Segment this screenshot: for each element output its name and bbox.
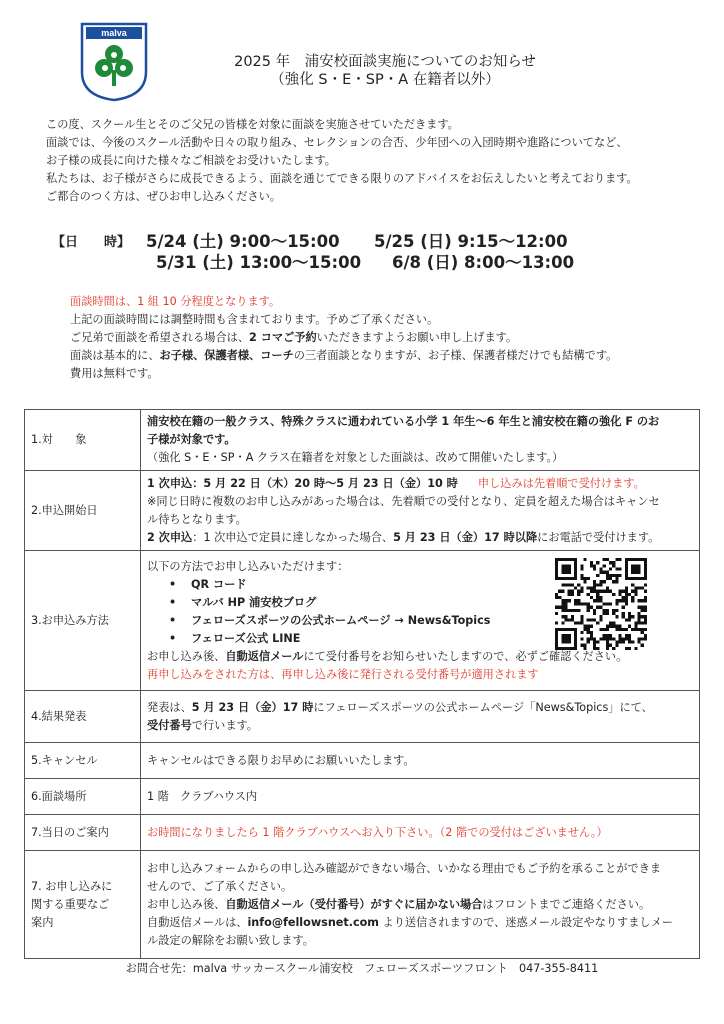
title-line-2: （強化 S・E・SP・A 在籍者以外） bbox=[270, 72, 500, 88]
notes bbox=[70, 293, 710, 383]
row-body-application-start: 1 次申込：5 月 22 日（木）20 時〜5 月 23 日（金）10 時 申し込みは先着順で受付けます。 ※同じ日時に複数のお申し込みがあった場合は、先着順での受付となり、定員を超えた場合はキャンセ ル待ちとなります。 2 次申込：1 次申込で定員に達しなかった場合、5 月 23 日（金）17 時以降にお電話で受付けます。 bbox=[141, 471, 700, 551]
row-head-day-guide: 7.当日のご案内 bbox=[25, 815, 141, 851]
schedule-label: 【日 時】 bbox=[52, 235, 131, 250]
contact-email[interactable]: info@fellowsnet.com bbox=[247, 915, 379, 929]
intro-line: この度、スクール生とそのご父兄の皆様を対象に面談を実施させていただきます。 bbox=[46, 118, 459, 131]
list-item: • フェローズ公式 LINE bbox=[191, 630, 693, 648]
row-body-target: 浦安校在籍の一般クラス、特殊クラスに通われている小学 1 年生〜6 年生と浦安校在籍の強化 F のお 子様が対象です。 （強化 S・E・SP・A クラス在籍者を対象とした面談は、改めて開催いたします。） bbox=[141, 410, 700, 471]
row-body-results: 発表は、5 月 23 日（金）17 時にフェローズスポーツの公式ホームページ「News&Topics」にて、 受付番号で行います。 bbox=[141, 691, 700, 743]
note-duration: 面談時間は、1 組 10 分程度となります。 bbox=[70, 295, 281, 308]
table-row bbox=[25, 815, 700, 851]
row-head-important: 7. お申し込みに 関する重要なご 案内 bbox=[25, 851, 141, 959]
row-head-results: 4.結果発表 bbox=[25, 691, 141, 743]
table-row bbox=[25, 551, 700, 691]
row-head-cancel: 5.キャンセル bbox=[25, 743, 141, 779]
page-title bbox=[150, 53, 620, 89]
title-line-1: 2025 年 浦安校面談実施についてのお知らせ bbox=[234, 54, 536, 70]
svg-text:malva: malva bbox=[101, 28, 127, 38]
row-body-cancel: キャンセルはできる限りお早めにお願いいたします。 bbox=[141, 743, 700, 779]
table-row bbox=[25, 471, 700, 551]
info-table bbox=[24, 409, 700, 959]
list-item: • マルバ HP 浦安校ブログ bbox=[191, 594, 693, 612]
qr-code[interactable] bbox=[555, 558, 647, 650]
row-body-day-guide: お時間になりましたら 1 階クラブハウスへお入り下さい。（2 階での受付はございません。） bbox=[141, 815, 700, 851]
intro-line: 面談では、今後のスクール活動や日々の取り組み、セレクションの合否、少年団への入団時期や進路についてなど、 bbox=[46, 136, 628, 149]
table-row bbox=[25, 410, 700, 471]
table-row bbox=[25, 779, 700, 815]
row-head-how-to-apply: 3.お申込み方法 bbox=[25, 551, 141, 691]
schedule-date-2: 5/25 (日) 9:15〜12:00 bbox=[374, 232, 568, 251]
list-item: • フェローズスポーツの公式ホームページ → News&Topics bbox=[191, 612, 693, 630]
table-row bbox=[25, 851, 700, 959]
contact-footer: お問合せ先：malva サッカースクール浦安校 フェローズスポーツフロント 047-355-8411 bbox=[125, 962, 599, 975]
schedule-date-3: 5/31 (土) 13:00〜15:00 bbox=[156, 253, 362, 272]
row-head-application-start: 2.申込開始日 bbox=[25, 471, 141, 551]
intro-line: 私たちは、お子様がさらに成長できるよう、面談を通じてできる限りのアドバイスをお伝えしたいと考えております。 bbox=[46, 172, 638, 185]
note-adjustment: 上記の面談時間には調整時間も含まれております。予めご了承ください。 bbox=[70, 313, 439, 326]
note-fee: 費用は無料です。 bbox=[70, 367, 159, 380]
row-head-target: 1.対 象 bbox=[25, 410, 141, 471]
row-body-location: 1 階 クラブハウス内 bbox=[141, 779, 700, 815]
row-body-how-to-apply: 以下の方法でお申し込みいただけます： • QR コード • マルバ HP 浦安校ブログ • フェローズスポーツの公式ホームページ → News&Topics • フェローズ公式 LINE お申し込み後、自動返信メールにて受付番号をお知らせいたしますので、必ずご確認ください。 再申し込みをされた方は、再申し込み後に発行される受付番号が適用されます bbox=[141, 551, 700, 691]
schedule-date-4: 6/8 (日) 8:00〜13:00 bbox=[392, 253, 575, 272]
list-item: • QR コード bbox=[191, 576, 693, 594]
table-row bbox=[25, 691, 700, 743]
note-siblings: ご兄弟で面談を希望される場合は、2 コマご予約いただきますようお願い申し上げます。 bbox=[70, 331, 518, 344]
row-body-important: お申し込みフォームからの申し込み確認ができない場合、いかなる理由でもご予約を承ることができま せんので、ご了承ください。 お申し込み後、自動返信メール（受付番号）がすぐに届かない場合はフロントまでご連絡ください。 自動返信メールは、info@fellowsnet.com より送信されますので、迷惑メール設定やなりすましメー ル設定の解除をお願い致します。 bbox=[141, 851, 700, 959]
intro-line: ご都合のつく方は、ぜひお申し込みください。 bbox=[46, 190, 281, 203]
note-three-party: 面談は基本的に、お子様、保護者様、コーチの三者面談となりますが、お子様、保護者様だけでも結構です。 bbox=[70, 349, 618, 362]
malva-logo bbox=[80, 22, 148, 102]
row-head-location: 6.面談場所 bbox=[25, 779, 141, 815]
intro-text bbox=[46, 116, 686, 206]
schedule-date-1: 5/24 (土) 9:00〜15:00 bbox=[146, 232, 340, 251]
intro-line: お子様の成長に向けた様々なご相談をお受けいたします。 bbox=[46, 154, 336, 167]
table-row bbox=[25, 743, 700, 779]
